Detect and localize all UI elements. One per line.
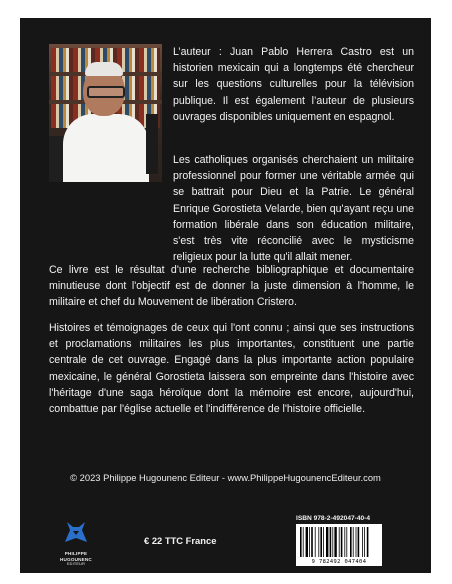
author-paragraph: L’auteur : Juan Pablo Herrera Castro est un historien mexicain qui a longtemps été chercheur sur les questions culturelles pour la télévision publique. Il est également l’auteur de plusieurs ouvrages disponibles uniquement en espagnol. [173,46,414,123]
author-hair [85,62,123,76]
author-shirt [63,114,149,182]
copyright-line: © 2023 Philippe Hugounenc Editeur - www.PhilippeHugounencEditeur.com [70,472,381,483]
price-label: € 22 TTC France [144,535,217,546]
logo-line-2: HUGOUNENC [60,556,92,562]
back-cover [20,18,431,573]
author-glasses [87,86,125,98]
barcode-digits: 9 782492 047404 [311,559,367,565]
barcode-bars [300,527,378,557]
logo-line-3: EDITEUR [66,562,86,566]
summary-paragraph-1: Les catholiques organisés cherchaient un militaire professionnel pour former une véritable armée qui se battrait pour Dieu et la Patrie. Le général Enrique Gorostieta Velarde, bien qu'ayant reçu une formation libérale dans son éducation militaire, s'est très vite réconcilié avec le mysticisme religieux pour la lutte qu'il allait mener. [173,154,414,264]
logo-line-1: PHILIPPE [64,551,88,556]
summary-paragraph-3: Histoires et témoignages de ceux qui l'ont connu ; ainsi que ses instructions et proclamations militaires les plus importantes, constituent une partie centrale de cet ouvrage. Engagé dans la plus importante action populaire mexicaine, le général Gorostieta laissera son empreinte dans l'histoire avec l'héritage d'une saga héroïque dont la mémoire est encore, aujourd'hui, combattue par l'église actuelle et l'indifférence de l'histoire officielle. [49,322,414,416]
isbn-label: ISBN 978-2-492047-40-4 [296,515,371,522]
author-photo [49,44,162,182]
summary-paragraph-2: Ce livre est le résultat d'une recherche bibliographique et documentaire minutieuse dont l'objectif est de donner la juste dimension à l'homme, le militaire et chef du Mouvement de libération Cristero. [49,264,414,309]
fox-icon [61,516,91,546]
publisher-logo [58,516,94,566]
dark-object [146,114,158,174]
barcode [296,524,382,566]
